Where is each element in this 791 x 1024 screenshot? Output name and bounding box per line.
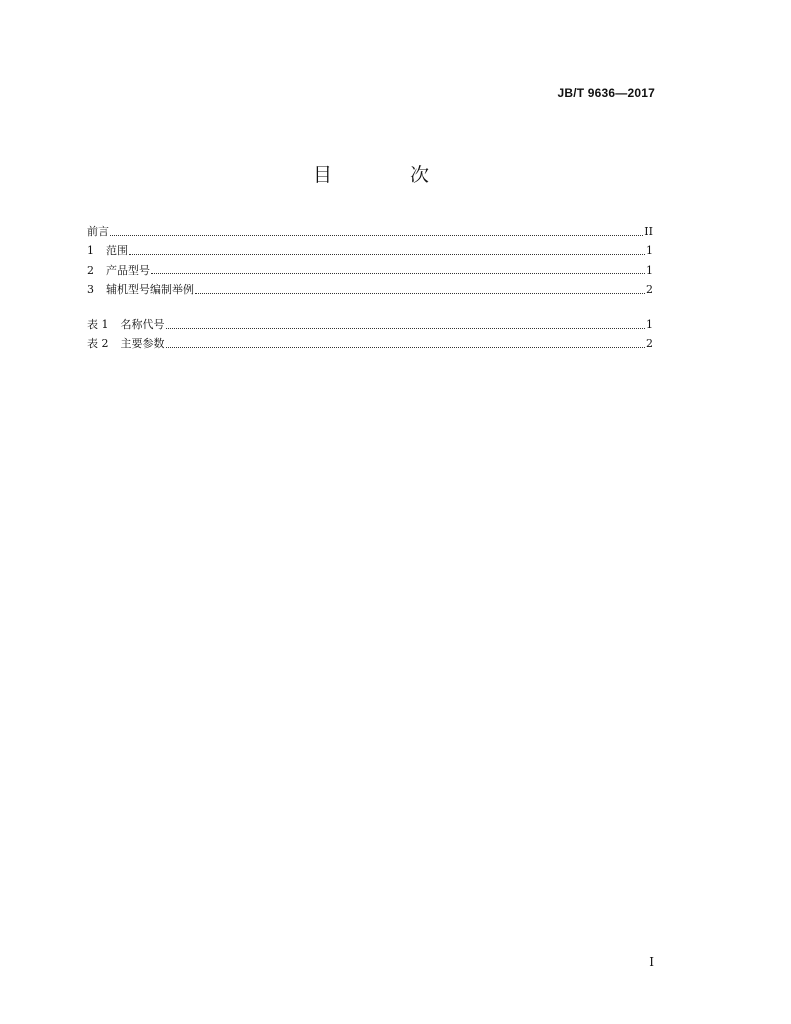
toc-entry-table-1[interactable] — [87, 315, 653, 334]
toc-entry-label: 辅机型号编制举例 — [106, 282, 194, 296]
toc-entry-page: 2 — [646, 282, 653, 296]
toc-entry-table-2[interactable] — [87, 334, 653, 353]
toc-dot-leader — [110, 226, 643, 238]
page-title: 目 次 — [312, 164, 466, 186]
toc-dot-leader — [195, 284, 645, 296]
toc-dot-leader — [166, 338, 646, 350]
toc-entry-number: 1 — [87, 244, 94, 258]
toc-entry-page: 1 — [646, 244, 653, 258]
toc-dot-leader — [166, 319, 646, 331]
page-number: I — [649, 955, 654, 969]
toc-sections-list — [87, 222, 653, 299]
toc-entry-product-model[interactable] — [87, 261, 653, 280]
toc-entry-number: 2 — [87, 263, 94, 277]
toc-entry-number: 3 — [87, 282, 94, 296]
toc-entry-scope[interactable] — [87, 241, 653, 260]
toc-entry-number: 表 1 — [87, 318, 109, 331]
toc-entry-page: 1 — [646, 318, 653, 331]
toc-entry-label: 产品型号 — [106, 263, 150, 277]
toc-entry-page: 2 — [646, 337, 653, 351]
toc-dot-leader — [151, 264, 645, 276]
toc-tables-list — [87, 315, 653, 354]
toc-entry-model-examples[interactable] — [87, 280, 653, 299]
toc-dot-leader — [129, 245, 645, 257]
toc-entry-label: 范围 — [106, 244, 128, 258]
toc-entry-label: 主要参数 — [120, 337, 165, 351]
standard-number: JB/T 9636—2017 — [557, 86, 655, 100]
toc-entry-label: 前言 — [87, 225, 109, 238]
toc-entry-label: 名称代号 — [120, 318, 165, 331]
toc-entry-page: II — [644, 225, 653, 238]
toc-entry-number: 表 2 — [87, 337, 109, 351]
toc-entry-foreword[interactable] — [87, 222, 653, 241]
toc-entry-page: 1 — [646, 263, 653, 277]
